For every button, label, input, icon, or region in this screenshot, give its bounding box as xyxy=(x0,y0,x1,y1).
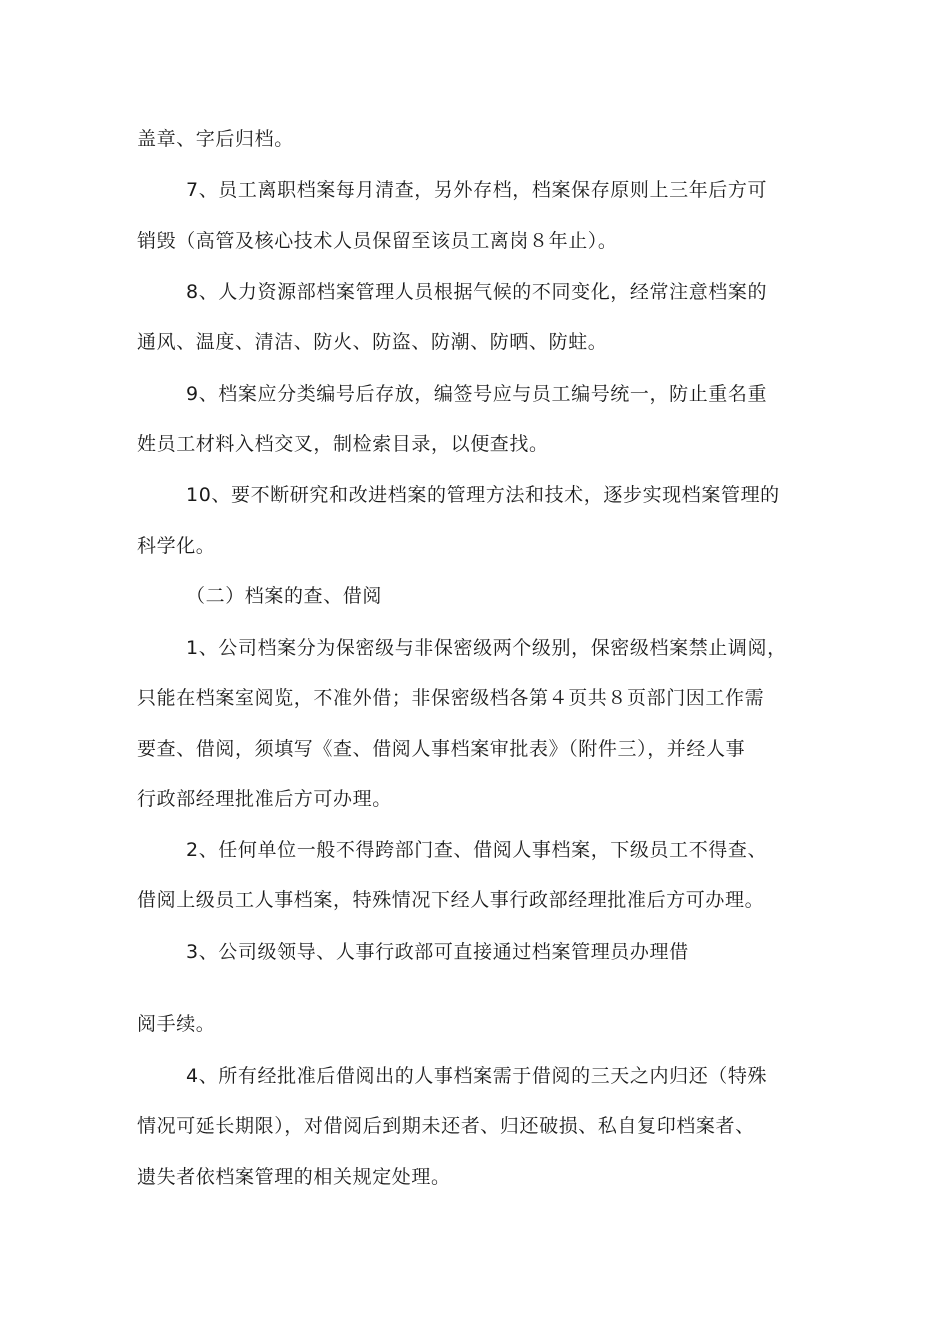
text-line: 行政部经理批准后方可办理。 xyxy=(137,788,392,810)
text-line: 借阅上级员工人事档案，特殊情况下经人事行政部经理批准后方可办理。 xyxy=(137,889,765,911)
text-line: 2、任何单位一般不得跨部门查、借阅人事档案，下级员工不得查、 xyxy=(186,839,768,861)
text-line: 阅手续。 xyxy=(137,1013,216,1035)
text-line: 3、公司级领导、人事行政部可直接通过档案管理员办理借 xyxy=(186,941,689,963)
text-line: 通风、温度、清洁、防火、防盗、防潮、防晒、防蛀。 xyxy=(137,331,608,353)
text-line: 只能在档案室阅览，不准外借；非保密级档各第４页共８页部门因工作需 xyxy=(137,687,765,709)
text-line: 情况可延长期限），对借阅后到期未还者、归还破损、私自复印档案者、 xyxy=(137,1115,755,1137)
text-line: 遗失者依档案管理的相关规定处理。 xyxy=(137,1166,451,1188)
section-heading: （二）档案的查、借阅 xyxy=(186,585,383,607)
text-line: 销毁（高管及核心技术人员保留至该员工离岗８年止）。 xyxy=(137,230,618,252)
text-line: 要查、借阅，须填写《查、借阅人事档案审批表》（附件三），并经人事 xyxy=(137,738,746,760)
text-line: 科学化。 xyxy=(137,535,216,557)
text-line: 1、公司档案分为保密级与非保密级两个级别，保密级档案禁止调阅， xyxy=(186,637,787,659)
text-line: 8、人力资源部档案管理人员根据气候的不同变化，经常注意档案的 xyxy=(186,281,768,303)
text-line: 姓员工材料入档交叉，制检索目录，以便查找。 xyxy=(137,433,549,455)
text-line: 7、员工离职档案每月清查，另外存档，档案保存原则上三年后方可 xyxy=(186,179,768,201)
text-line: 9、档案应分类编号后存放，编签号应与员工编号统一，防止重名重 xyxy=(186,383,768,405)
text-line: 10、要不断研究和改进档案的管理方法和技术，逐步实现档案管理的 xyxy=(186,484,780,506)
text-line: 4、所有经批准后借阅出的人事档案需于借阅的三天之内归还（特殊 xyxy=(186,1065,768,1087)
text-line: 盖章、字后归档。 xyxy=(137,128,294,150)
